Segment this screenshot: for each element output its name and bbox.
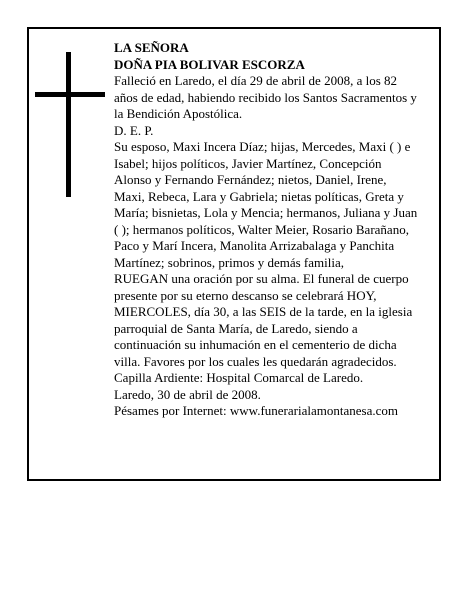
condolences-line: Pésames por Internet: www.funerarialamontanesa.com — [114, 403, 398, 418]
request-paragraph: RUEGAN una oración por su alma. El funeral de cuerpo presente por su eterno descanso se celebrará HOY, MIERCOLES, día 30, a las SEIS de la tarde, en la iglesia parroquial de Santa María, de Laredo, siendo a continuación su inhumación en el cementerio de dicha villa. Favores por los cuales les quedarán agradecidos. — [114, 271, 413, 369]
family-paragraph: Su esposo, Maxi Incera Díaz; hijas, Mercedes, Maxi ( ) e Isabel; hijos políticos, Javier Martínez, Concepción Alonso y Fernando Fernández; nietos, Daniel, Irene, Maxi, Rebeca, Lara y Gabriela; nietas políticas, Greta y María; bisnietas, Lola y Mencia; hermanos, Juliana y Juan ( ); hermanos políticos, Walter Meier, Rosario Barañano, Paco y Marí Incera, Manolita Arrizabalaga y Panchita Martínez; sobrinos, primos y demás familia, — [114, 139, 418, 270]
obituary-text — [114, 40, 420, 420]
date-line: Laredo, 30 de abril de 2008. — [114, 386, 261, 402]
cross-vertical-bar — [66, 52, 71, 197]
chapel-line: Capilla Ardiente: Hospital Comarcal de Laredo. — [114, 370, 364, 385]
title-line-1: LA SEÑORA — [114, 40, 189, 55]
deceased-name: DOÑA PIA BOLIVAR ESCORZA — [114, 56, 305, 72]
latin-cross-icon — [35, 52, 105, 197]
dep-line: D. E. P. — [114, 122, 154, 138]
cross-horizontal-bar — [35, 92, 105, 97]
death-paragraph: Falleció en Laredo, el día 29 de abril de 2008, a los 82 años de edad, habiendo recibido los Santos Sacramentos y la Bendición Apostólica. — [114, 73, 417, 121]
